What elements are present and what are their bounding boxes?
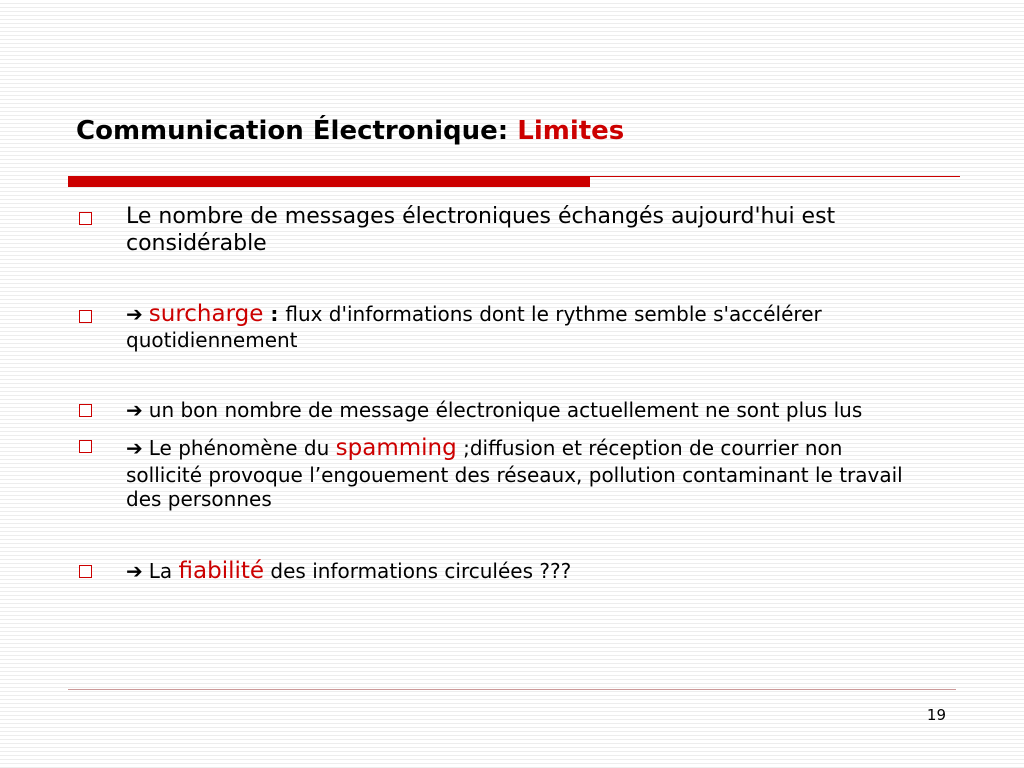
hollow-square-bullet-icon xyxy=(79,310,92,323)
bullet-suffix: des informations circulées ??? xyxy=(264,559,572,584)
keyword-fiabilite: fiabilité xyxy=(178,558,265,585)
right-arrow-icon: ➔ xyxy=(126,559,143,584)
right-arrow-icon: ➔ xyxy=(126,436,143,461)
slide-title-text: Communication Électronique: xyxy=(76,116,509,146)
page-number: 19 xyxy=(926,706,946,724)
right-arrow-icon: ➔ xyxy=(126,301,143,326)
bullet-text: flux d'informations dont le rythme semble s'accélérer quotidiennement xyxy=(126,301,822,352)
hollow-square-bullet-icon xyxy=(79,404,92,417)
bullet-item-surcharge xyxy=(76,300,916,352)
title-underline-thin xyxy=(590,176,960,177)
bullet-prefix: Le phénomène du xyxy=(148,436,336,461)
bullet-prefix: La xyxy=(148,559,179,584)
bullet-item-message-volume xyxy=(76,204,916,258)
hollow-square-bullet-icon xyxy=(79,212,92,225)
title-underline-thick xyxy=(68,176,590,187)
bullet-item-unread-messages xyxy=(76,398,916,422)
bullet-suffix: ;diffusion et réception de courrier non sollicité provoque l’engouement des réseaux, pollution contaminant le travail des personnes xyxy=(126,436,903,511)
slide-title-accent: Limites xyxy=(517,116,625,146)
keyword-surcharge: surcharge xyxy=(148,300,264,327)
bullet-list xyxy=(76,204,916,585)
bullet-item-fiabilite xyxy=(76,557,916,585)
keyword-colon: : xyxy=(263,301,286,326)
slide-title xyxy=(76,116,624,146)
keyword-spamming: spamming xyxy=(335,435,457,462)
right-arrow-icon: ➔ xyxy=(126,398,143,423)
hollow-square-bullet-icon xyxy=(79,440,92,453)
hollow-square-bullet-icon xyxy=(79,565,92,578)
bullet-text: un bon nombre de message électronique actuellement ne sont plus lus xyxy=(148,398,863,423)
bullet-item-spamming xyxy=(76,434,916,511)
bullet-text: Le nombre de messages électroniques échangés aujourd'hui est considérable xyxy=(126,204,836,256)
footer-divider xyxy=(68,689,956,690)
